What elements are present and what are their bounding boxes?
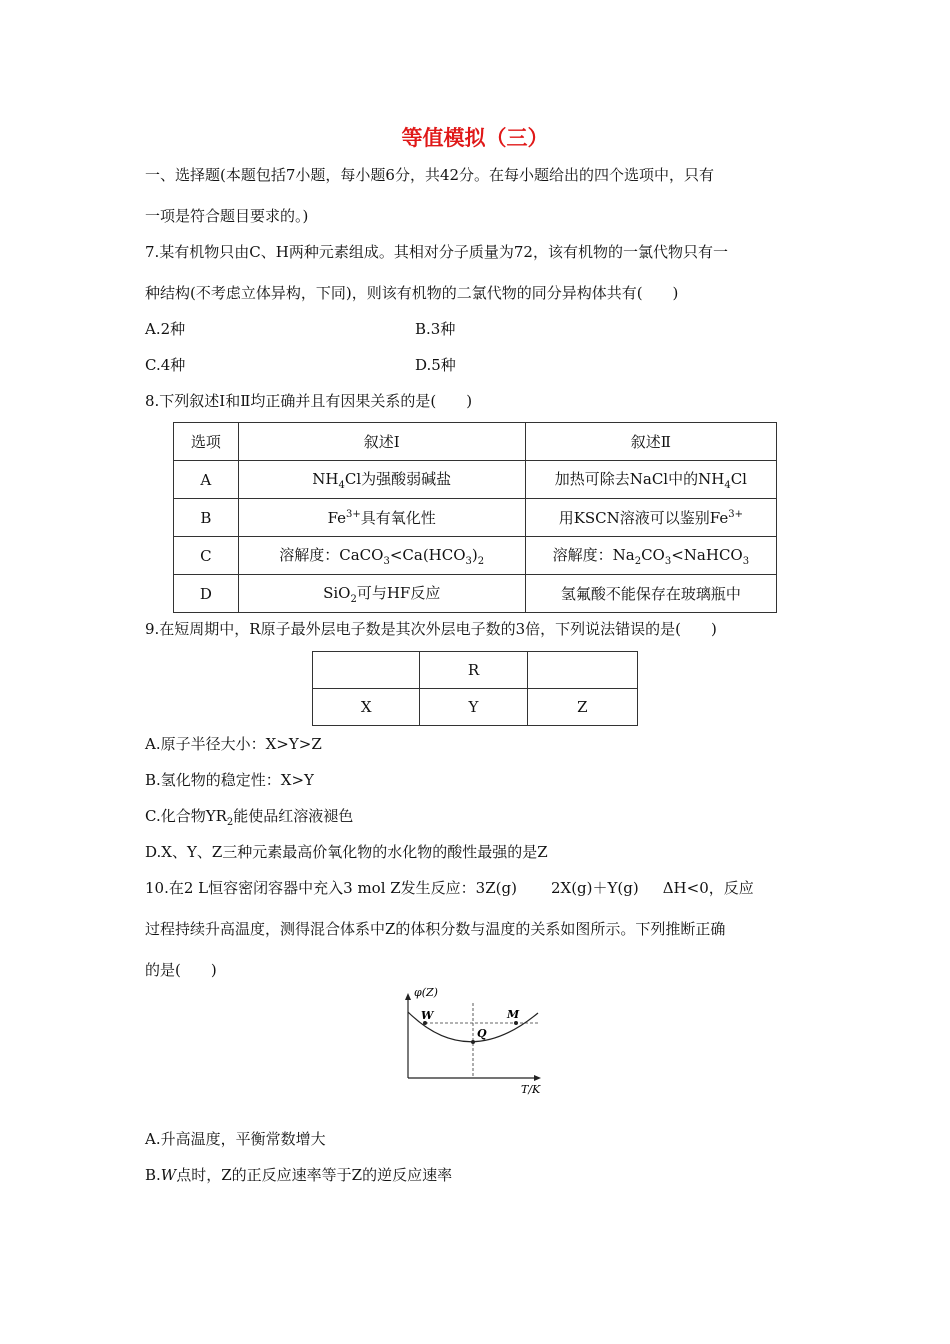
q10-figure (395, 985, 555, 1100)
q10-stem-line3: 的是( ) (145, 961, 217, 979)
point-q-marker (471, 1040, 475, 1044)
q9-option-a: A.原子半径大小：X>Y>Z (145, 735, 322, 753)
x-axis-arrow-icon (534, 1075, 541, 1081)
q8-row-c-option: C (174, 537, 239, 575)
q8-row-c-statement1: 溶解度：$CaCO_3<Ca(HCO_3)_2$ (238, 537, 525, 575)
table-row (313, 652, 638, 689)
point-q-label: Q (477, 1027, 487, 1040)
q9-stem: 9.在短周期中，R原子最外层电子数是其次外层电子数的3倍，下列说法错误的是( ) (145, 620, 717, 638)
q9-cell-r: R (420, 652, 527, 689)
q8-row-a-statement2: 加热可除去NaCl中的$NH_4Cl$ (525, 461, 776, 499)
table-row (174, 461, 777, 499)
q8-header-option: 选项 (174, 423, 239, 461)
table-row (174, 537, 777, 575)
q10-option-b: B.W点时，Z的正反应速率等于Z的逆反应速率 (145, 1166, 453, 1184)
q9-periodic-table (312, 651, 638, 726)
q8-header-statement1: 叙述Ⅰ (238, 423, 525, 461)
y-axis-arrow-icon (405, 993, 411, 1000)
point-w-label: W (421, 1009, 434, 1022)
q8-row-c-statement2: 溶解度：$Na_2CO_3<NaHCO_3$ (525, 537, 776, 575)
q8-stem: 8.下列叙述Ⅰ和Ⅱ均正确并且有因果关系的是( ) (145, 392, 473, 410)
q7-option-b: B.3种 (415, 320, 456, 338)
q8-table (173, 422, 777, 613)
table-row (174, 499, 777, 537)
q8-row-a-statement1: $NH_4Cl$为强酸弱碱盐 (238, 461, 525, 499)
q9-cell-y: Y (420, 689, 527, 726)
q8-header-statement2: 叙述Ⅱ (525, 423, 776, 461)
q9-cell-empty-left (313, 652, 420, 689)
x-axis-label: T/K (521, 1083, 541, 1096)
q10-stem-line2: 过程持续升高温度，测得混合体系中Z的体积分数与温度的关系如图所示。下列推断正确 (145, 920, 726, 938)
q8-header-row (174, 423, 777, 461)
q10-stem-line1: 10.在2 L恒容密闭容器中充入3 mol Z发生反应：3Z(g) 2X(g)＋Y(g) ΔH<0，反应 (145, 879, 754, 897)
q9-cell-empty-right (527, 652, 637, 689)
q8-row-a-option: A (174, 461, 239, 499)
q9-option-c: C.化合物$YR_2$能使品红溶液褪色 (145, 807, 354, 828)
q9-option-d: D.X、Y、Z三种元素最高价氧化物的水化物的酸性最强的是Z (145, 843, 548, 861)
table-row (313, 689, 638, 726)
q7-option-a: A.2种 (145, 320, 186, 338)
y-axis-label: φ(Z) (414, 986, 438, 999)
q8-row-d-statement1: SiO$_2$可与HF反应 (238, 575, 525, 613)
q10-option-a: A.升高温度，平衡常数增大 (145, 1130, 326, 1148)
section-header-line2: 一项是符合题目要求的。) (145, 207, 309, 225)
q7-stem-line1: 7.某有机物只由C、H两种元素组成。其相对分子质量为72，该有机物的一氯代物只有一 (145, 243, 728, 261)
point-m-label: M (507, 1008, 520, 1021)
table-row (174, 575, 777, 613)
q8-row-b-option: B (174, 499, 239, 537)
q8-row-b-statement1: $Fe^{3+}$具有氧化性 (238, 499, 525, 537)
point-m-marker (514, 1021, 518, 1025)
q9-cell-z: Z (527, 689, 637, 726)
section-header-line1: 一、选择题(本题包括7小题，每小题6分，共42分。在每小题给出的四个选项中，只有 (145, 166, 715, 184)
q8-row-d-statement2: 氢氟酸不能保存在玻璃瓶中 (525, 575, 776, 613)
q7-option-d: D.5种 (415, 356, 456, 374)
q9-cell-x: X (313, 689, 420, 726)
q7-stem-line2: 种结构(不考虑立体异构，下同)，则该有机物的二氯代物的同分异构体共有( ) (145, 284, 679, 302)
q8-row-d-option: D (174, 575, 239, 613)
page-title: 等值模拟（三） (401, 126, 549, 150)
q9-option-b: B.氢化物的稳定性：X>Y (145, 771, 314, 789)
q8-row-b-statement2: 用KSCN溶液可以鉴别$Fe^{3+}$ (525, 499, 776, 537)
q7-option-c: C.4种 (145, 356, 186, 374)
